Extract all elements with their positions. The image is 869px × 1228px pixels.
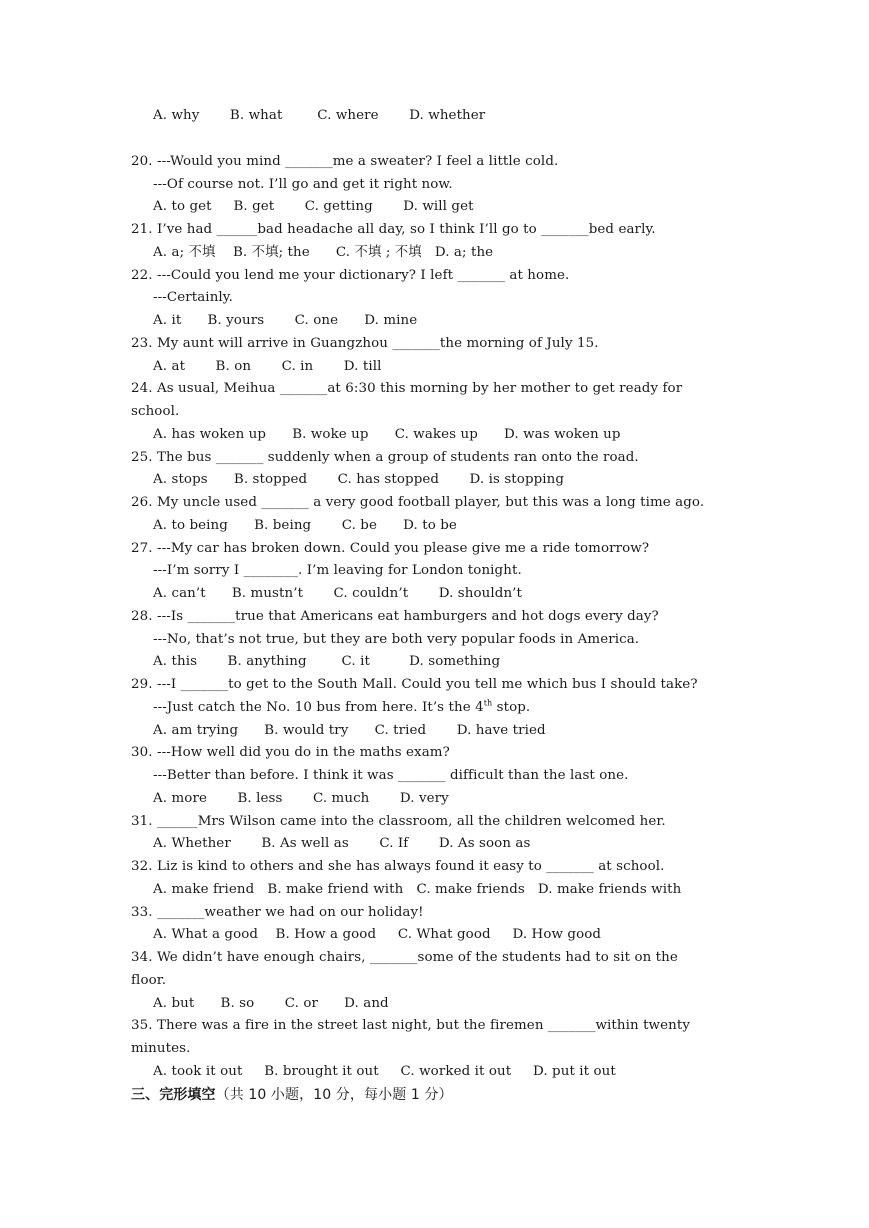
question-34: 34. We didn’t have enough chairs, _______some of the students had to sit on the — [131, 950, 678, 965]
question-31: 31. ______Mrs Wilson came into the classroom, all the children welcomed her. — [131, 814, 666, 829]
question-35: 35. There was a fire in the street last night, but the firemen _______within twenty — [131, 1018, 691, 1033]
question-21: 21. I’ve had ______bad headache all day, so I think I’ll go to _______bed early. — [131, 222, 656, 237]
question-28-reply: ---No, that’s not true, but they are both very popular foods in America. — [153, 632, 640, 647]
options-19: A. why B. what C. where D. whether — [153, 108, 486, 123]
question-33: 33. _______weather we had on our holiday! — [131, 905, 424, 920]
options-29: A. am trying B. would try C. tried D. have tried — [153, 723, 546, 738]
options-21: A. a; 不填 B. 不填; the C. 不填 ; 不填 D. a; the — [153, 245, 494, 260]
section-title: 三、完形填空 — [131, 1087, 216, 1103]
options-23: A. at B. on C. in D. till — [153, 359, 382, 374]
question-22: 22. ---Could you lend me your dictionary? I left _______ at home. — [131, 268, 570, 283]
options-34: A. but B. so C. or D. and — [153, 996, 389, 1011]
question-30: 30. ---How well did you do in the maths exam? — [131, 745, 450, 760]
options-27: A. can’t B. mustn’t C. couldn’t D. shouldn’t — [153, 586, 522, 601]
question-20-reply: ---Of course not. I’ll go and get it right now. — [153, 177, 453, 192]
question-27-reply: ---I’m sorry I ________. I’m leaving for London tonight. — [153, 563, 522, 578]
ordinal-suffix: th — [483, 698, 493, 708]
question-35-cont: minutes. — [131, 1041, 191, 1056]
options-31: A. Whether B. As well as C. If D. As soon as — [153, 836, 531, 851]
question-29-reply — [153, 699, 530, 717]
question-28: 28. ---Is _______true that Americans eat hamburgers and hot dogs every day? — [131, 609, 659, 624]
section-heading — [131, 1086, 453, 1104]
question-32: 32. Liz is kind to others and she has always found it easy to _______ at school. — [131, 859, 665, 874]
options-22: A. it B. yours C. one D. mine — [153, 313, 418, 328]
question-24: 24. As usual, Meihua _______at 6:30 this morning by her mother to get ready for — [131, 381, 683, 396]
options-30: A. more B. less C. much D. very — [153, 791, 449, 806]
question-24-cont: school. — [131, 404, 180, 419]
options-32: A. make friend B. make friend with C. make friends D. make friends with — [153, 882, 682, 897]
question-29: 29. ---I _______to get to the South Mall. Could you tell me which bus I should take? — [131, 677, 698, 692]
options-25: A. stops B. stopped C. has stopped D. is stopping — [153, 472, 565, 487]
options-35: A. took it out B. brought it out C. worked it out D. put it out — [153, 1064, 616, 1079]
options-26: A. to being B. being C. be D. to be — [153, 518, 457, 533]
question-25: 25. The bus _______ suddenly when a group of students ran onto the road. — [131, 450, 639, 465]
question-34-cont: floor. — [131, 973, 167, 988]
question-29-reply-text: ---Just catch the No. 10 bus from here. It’s the 4 — [153, 700, 484, 715]
question-27: 27. ---My car has broken down. Could you please give me a ride tomorrow? — [131, 541, 650, 556]
options-20: A. to get B. get C. getting D. will get — [153, 199, 474, 214]
question-29-reply-end: stop. — [492, 700, 531, 715]
question-30-reply: ---Better than before. I think it was _______ difficult than the last one. — [153, 768, 629, 783]
question-26: 26. My uncle used _______ a very good football player, but this was a long time ago. — [131, 495, 705, 510]
section-note: （共 10 小题，10 分，每小题 1 分） — [215, 1087, 453, 1103]
options-24: A. has woken up B. woke up C. wakes up D. was woken up — [153, 427, 621, 442]
question-23: 23. My aunt will arrive in Guangzhou _______the morning of July 15. — [131, 336, 599, 351]
options-33: A. What a good B. How a good C. What good D. How good — [153, 927, 602, 942]
question-20: 20. ---Would you mind _______me a sweater? I feel a little cold. — [131, 154, 559, 169]
options-28: A. this B. anything C. it D. something — [153, 654, 501, 669]
question-22-reply: ---Certainly. — [153, 290, 234, 305]
